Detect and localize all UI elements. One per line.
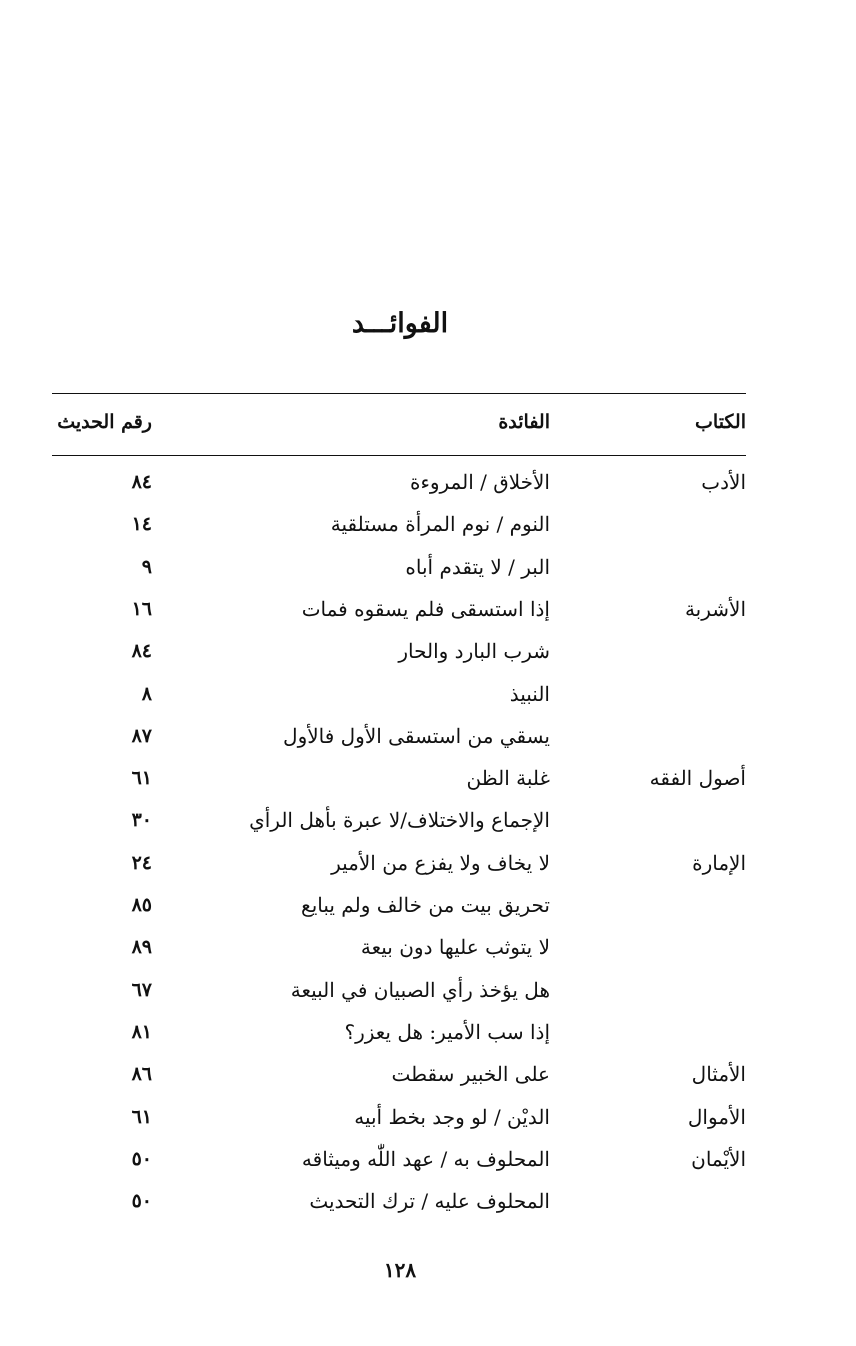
table-row xyxy=(52,1012,746,1052)
row-hadith-number: ١٤ xyxy=(131,513,152,536)
row-book: الأيْمان xyxy=(691,1146,746,1171)
row-hadith-number: ٥٠ xyxy=(131,1190,152,1213)
row-hadith-number: ٦١ xyxy=(131,767,152,790)
row-hadith-number: ٦١ xyxy=(131,1105,152,1128)
row-benefit: البر / لا يتقدم أباه xyxy=(405,554,550,579)
page-number: ١٢٨ xyxy=(383,1258,417,1282)
row-benefit: هل يؤخذ رأي الصبيان في البيعة xyxy=(290,977,550,1002)
table-row xyxy=(52,970,746,1010)
table-row xyxy=(52,843,746,883)
table-row xyxy=(52,462,746,502)
row-hadith-number: ٦٧ xyxy=(131,978,152,1001)
row-book: الأمثال xyxy=(691,1062,746,1087)
row-hadith-number: ٢٤ xyxy=(131,851,152,874)
row-book: أصول الفقه xyxy=(649,766,746,791)
row-hadith-number: ٥٠ xyxy=(131,1147,152,1170)
table-row xyxy=(52,885,746,925)
page-title: الفوائـــد xyxy=(351,308,449,339)
table-header xyxy=(52,402,746,442)
row-benefit: إذا سب الأمير: هل يعزر؟ xyxy=(344,1019,550,1044)
row-hadith-number: ٨١ xyxy=(131,1020,152,1043)
table-body xyxy=(0,462,856,1222)
row-benefit: غلبة الظن xyxy=(466,766,550,791)
row-benefit: الديْن / لو وجد بخط أبيه xyxy=(354,1104,550,1129)
row-benefit: النوم / نوم المرأة مستلقية xyxy=(330,512,550,537)
row-hadith-number: ٨٧ xyxy=(131,724,152,747)
row-benefit: الإجماع والاختلاف/لا عبرة بأهل الرأي xyxy=(249,808,550,833)
row-benefit: النبيذ xyxy=(509,681,550,706)
row-benefit: الأخلاق / المروءة xyxy=(409,470,550,494)
row-hadith-number: ٨٤ xyxy=(131,640,152,663)
row-benefit: إذا استسقى فلم يسقوه فمات xyxy=(301,596,550,621)
row-benefit: لا يخاف ولا يفزع من الأمير xyxy=(331,850,550,875)
row-book: الأموال xyxy=(687,1104,746,1129)
table-header-rule xyxy=(52,455,746,456)
row-book: الإمارة xyxy=(692,850,746,875)
table-row xyxy=(52,1054,746,1094)
header-hadith-number: رقم الحديث xyxy=(57,411,152,433)
row-hadith-number: ٨٦ xyxy=(131,1063,152,1086)
row-hadith-number: ٨ xyxy=(141,682,152,705)
header-book: الكتاب xyxy=(695,411,746,433)
table-row xyxy=(52,1139,746,1179)
table-row xyxy=(52,674,746,714)
row-benefit: المحلوف به / عهد اللّٰه وميثاقه xyxy=(301,1146,550,1171)
row-hadith-number: ٨٩ xyxy=(131,936,152,959)
row-benefit: يسقي من استسقى الأول فالأول xyxy=(283,723,550,748)
table-row xyxy=(52,758,746,798)
row-hadith-number: ٨٥ xyxy=(131,894,152,916)
row-hadith-number: ٩ xyxy=(141,555,152,578)
table-row xyxy=(52,1097,746,1137)
row-hadith-number: ١٦ xyxy=(131,597,152,620)
table-row xyxy=(52,589,746,629)
table-row xyxy=(52,547,746,587)
row-hadith-number: ٨٤ xyxy=(131,471,152,493)
row-benefit: تحريق بيت من خالف ولم يبايع xyxy=(301,893,550,917)
header-benefit: الفائدة xyxy=(498,411,550,433)
table-row xyxy=(52,716,746,756)
row-benefit: شرب البارد والحار xyxy=(398,639,550,664)
row-benefit: لا يتوثب عليها دون بيعة xyxy=(360,935,550,960)
table-row xyxy=(52,1181,746,1221)
row-hadith-number: ٣٠ xyxy=(131,809,152,832)
table-top-rule xyxy=(52,393,746,394)
row-benefit: على الخبير سقطت xyxy=(391,1062,550,1087)
table-row xyxy=(52,800,746,840)
row-book: الأدب xyxy=(701,470,746,494)
row-benefit: المحلوف عليه / ترك التحديث xyxy=(309,1189,550,1214)
table-row xyxy=(52,631,746,671)
row-book: الأشربة xyxy=(684,596,746,621)
table-row xyxy=(52,927,746,967)
table-row xyxy=(52,504,746,544)
